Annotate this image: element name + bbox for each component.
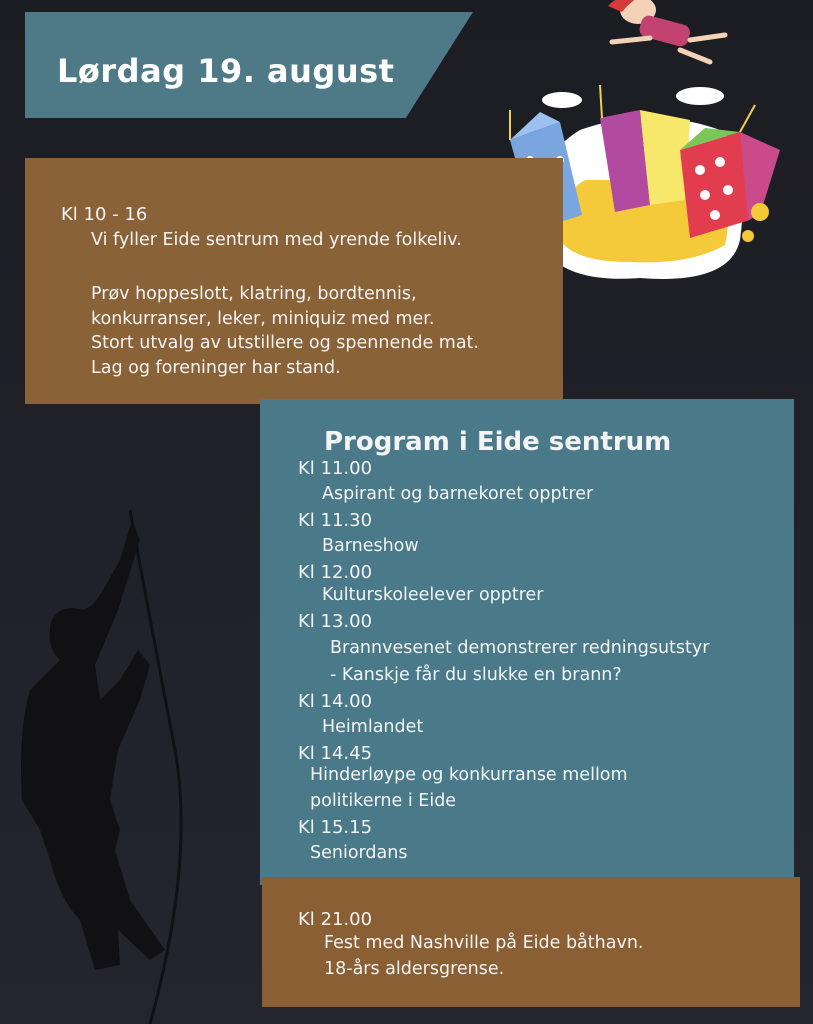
- entry-description: Brannvesenet demonstrerer redningsutstyr: [330, 638, 710, 658]
- entry-time: Kl 12.00: [298, 562, 373, 583]
- program-box: [260, 399, 794, 885]
- entry-description: Heimlandet: [322, 717, 424, 737]
- entry-time: Kl 11.30: [298, 510, 373, 531]
- program-title: Program i Eide sentrum: [324, 427, 672, 457]
- climber-silhouette: [0, 500, 220, 1024]
- intro-time: Kl 10 - 16: [61, 204, 148, 225]
- intro-line: Lag og foreninger har stand.: [91, 358, 341, 378]
- entry-time: Kl 15.15: [298, 817, 373, 838]
- intro-line: Stort utvalg av utstillere og spennende mat.: [91, 333, 479, 353]
- entry-description: Seniordans: [310, 843, 408, 863]
- page-title: Lørdag 19. august: [57, 52, 395, 90]
- entry-time: Kl 14.00: [298, 691, 373, 712]
- intro-line: Vi fyller Eide sentrum med yrende folkeliv.: [91, 230, 462, 250]
- entry-description: - Kanskje får du slukke en brann?: [330, 665, 622, 685]
- girl-figure-icon: [608, 0, 725, 62]
- intro-box: [25, 158, 563, 404]
- entry-description: Barneshow: [322, 536, 419, 556]
- entry-description: Kulturskoleelever opptrer: [322, 585, 544, 605]
- intro-line: Prøv hoppeslott, klatring, bordtennis,: [91, 284, 417, 304]
- entry-description: Aspirant og barnekoret opptrer: [322, 484, 594, 504]
- evening-time: Kl 21.00: [298, 909, 373, 930]
- evening-line: Fest med Nashville på Eide båthavn.: [324, 933, 644, 953]
- entry-time: Kl 11.00: [298, 458, 373, 479]
- entry-description: Hinderløype og konkurranse mellom: [310, 765, 628, 785]
- intro-line: konkurranser, leker, miniquiz med mer.: [91, 309, 435, 329]
- evening-line: 18-års aldersgrense.: [324, 959, 505, 979]
- entry-time: Kl 13.00: [298, 611, 373, 632]
- evening-box: [262, 877, 800, 1007]
- entry-description: politikerne i Eide: [310, 791, 457, 811]
- entry-time: Kl 14.45: [298, 743, 373, 764]
